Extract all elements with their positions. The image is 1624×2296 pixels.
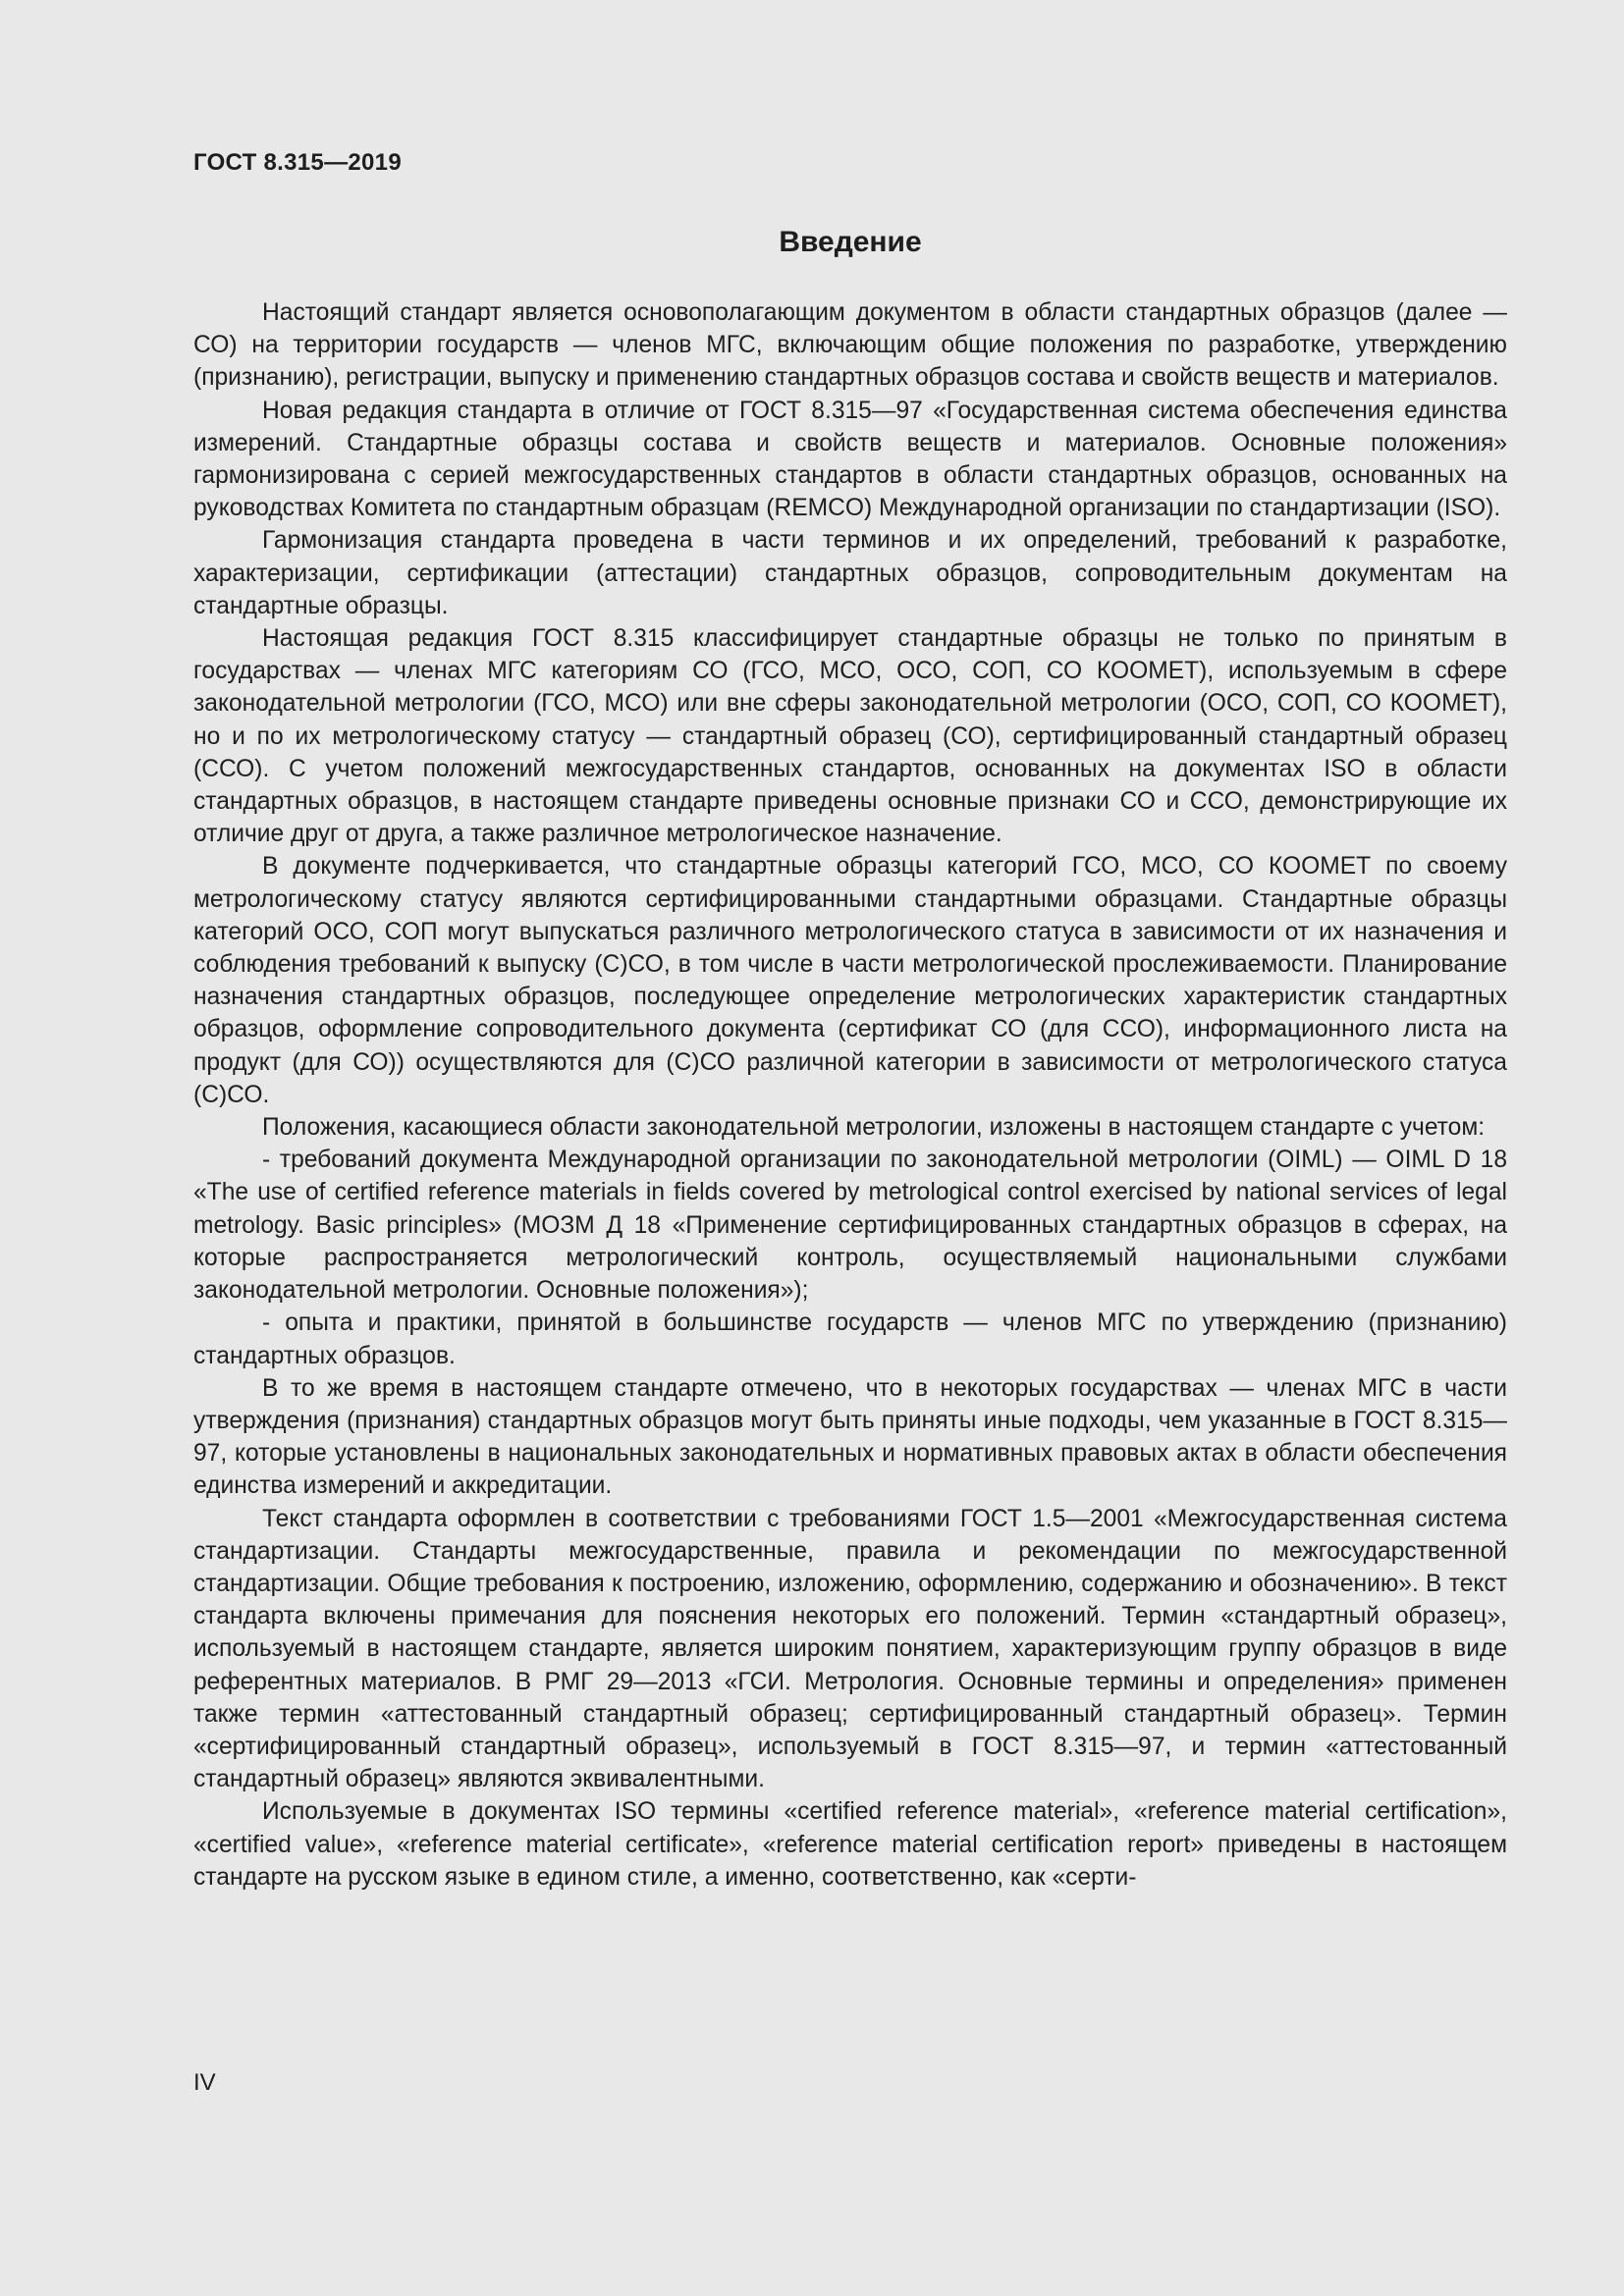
document-code-header: ГОСТ 8.315—2019 bbox=[193, 149, 402, 176]
paragraph: Положения, касающиеся области законодательной метрологии, изложены в настоящем стандарте с учетом: bbox=[262, 1114, 1486, 1142]
paragraph: В то же время в настоящем стандарте отмечено, что в некоторых государствах — членах МГС в части утверждения (признания) стандартных образцов могут быть приняты иные подходы, чем указанные в ГОСТ 8.315—97, которые установлены в национальных законодательных и нормативных правовых актах в области обеспечения единства измерений и аккредитации. bbox=[193, 1374, 1507, 1500]
paragraph: Используемые в документах ISO термины «certified reference material», «reference material certification», «certified value», «reference material certificate», «reference material certification report» приведены в настоящем стандарте на русском языке в едином стиле, а именно, соответственно, как «серти- bbox=[193, 1798, 1507, 1891]
section-title: Введение bbox=[779, 226, 922, 258]
body-text bbox=[193, 296, 1507, 1894]
list-item: - опыта и практики, принятой в большинстве государств — членов МГС по утверждению (признанию) стандартных образцов. bbox=[193, 1309, 1507, 1369]
page-number: IV bbox=[193, 2069, 216, 2096]
list-item: - требований документа Международной организации по законодательной метрологии (OIML) — OIML D 18 «The use of certified reference materials in fields covered by metrological control exercised by national services of legal metrology. Basic principles» (МОЗМ Д 18 «Применение сертифицированных стандартных образцов в сферах, на которые распространяется метрологический контроль, осуществляемый национальными службами законодательной метрологии. Основные положения»); bbox=[193, 1147, 1507, 1305]
paragraph: Настоящий стандарт является основополагающим документом в области стандартных образцов (далее — СО) на территории государств — членов МГС, включающим общие положения по разработке, утверждению (признанию), регистрации, выпуску и применению стандартных образцов состава и свойств веществ и материалов. bbox=[193, 299, 1507, 392]
paragraph: Новая редакция стандарта в отличие от ГОСТ 8.315—97 «Государственная система обеспечения единства измерений. Стандартные образцы состава и свойств веществ и материалов. Основные положения» гармонизирована с серией межгосударственных стандартов в области стандартных образцов, основанных на руководствах Комитета по стандартным образцам (REMCO) Международной организации по стандартизации (ISO). bbox=[193, 397, 1507, 522]
paragraph: Настоящая редакция ГОСТ 8.315 классифицирует стандартные образцы не только по принятым в государствах — членах МГС категориям СО (ГСО, МСО, ОСО, СОП, СО КООМЕТ), используемым в сфере законодательной метрологии (ГСО, МСО) или вне сферы законодательной метрологии (ОСО, СОП, СО КООМЕТ), но и по их метрологическому статусу — стандартный образец (СО), сертифицированный стандартный образец (ССО). С учетом положений межгосударственных стандартов, основанных на документах ISO в области стандартных образцов, в настоящем стандарте приведены основные признаки СО и ССО, демонстрирующие их отличие друг от друга, а также различное метрологическое назначение. bbox=[193, 625, 1507, 848]
paragraph: Текст стандарта оформлен в соответствии с требованиями ГОСТ 1.5—2001 «Межгосударственная система стандартизации. Стандарты межгосударственные, правила и рекомендации по межгосударственной стандартизации. Общие требования к построению, изложению, оформлению, содержанию и обозначению». В текст стандарта включены примечания для пояснения некоторых его положений. Термин «стандартный образец», используемый в настоящем стандарте, является широким понятием, характеризующим группу образцов в виде референтных материалов. В РМГ 29—2013 «ГСИ. Метрология. Основные термины и определения» применен также термин «аттестованный стандартный образец; сертифицированный стандартный образец». Термин «сертифицированный стандартный образец», используемый в ГОСТ 8.315—97, и термин «аттестованный стандартный образец» являются эквивалентными. bbox=[193, 1505, 1507, 1793]
paragraph: Гармонизация стандарта проведена в части терминов и их определений, требований к разработке, характеризации, сертификации (аттестации) стандартных образцов, сопроводительным документам на стандартные образцы. bbox=[193, 527, 1507, 619]
paragraph: В документе подчеркивается, что стандартные образцы категорий ГСО, МСО, СО КООМЕТ по своему метрологическому статусу являются сертифицированными стандартными образцами. Стандартные образцы категорий ОСО, СОП могут выпускаться различного метрологического статуса в зависимости от их назначения и соблюдения требований к выпуску (С)СО, в том числе в части метрологической прослеживаемости. Планирование назначения стандартных образцов, последующее определение метрологических характеристик стандартных образцов, оформление сопроводительного документа (сертификат СО (для ССО), информационного листа на продукт (для СО)) осуществляются для (С)СО различной категории в зависимости от метрологического статуса (С)СО. bbox=[193, 853, 1507, 1108]
